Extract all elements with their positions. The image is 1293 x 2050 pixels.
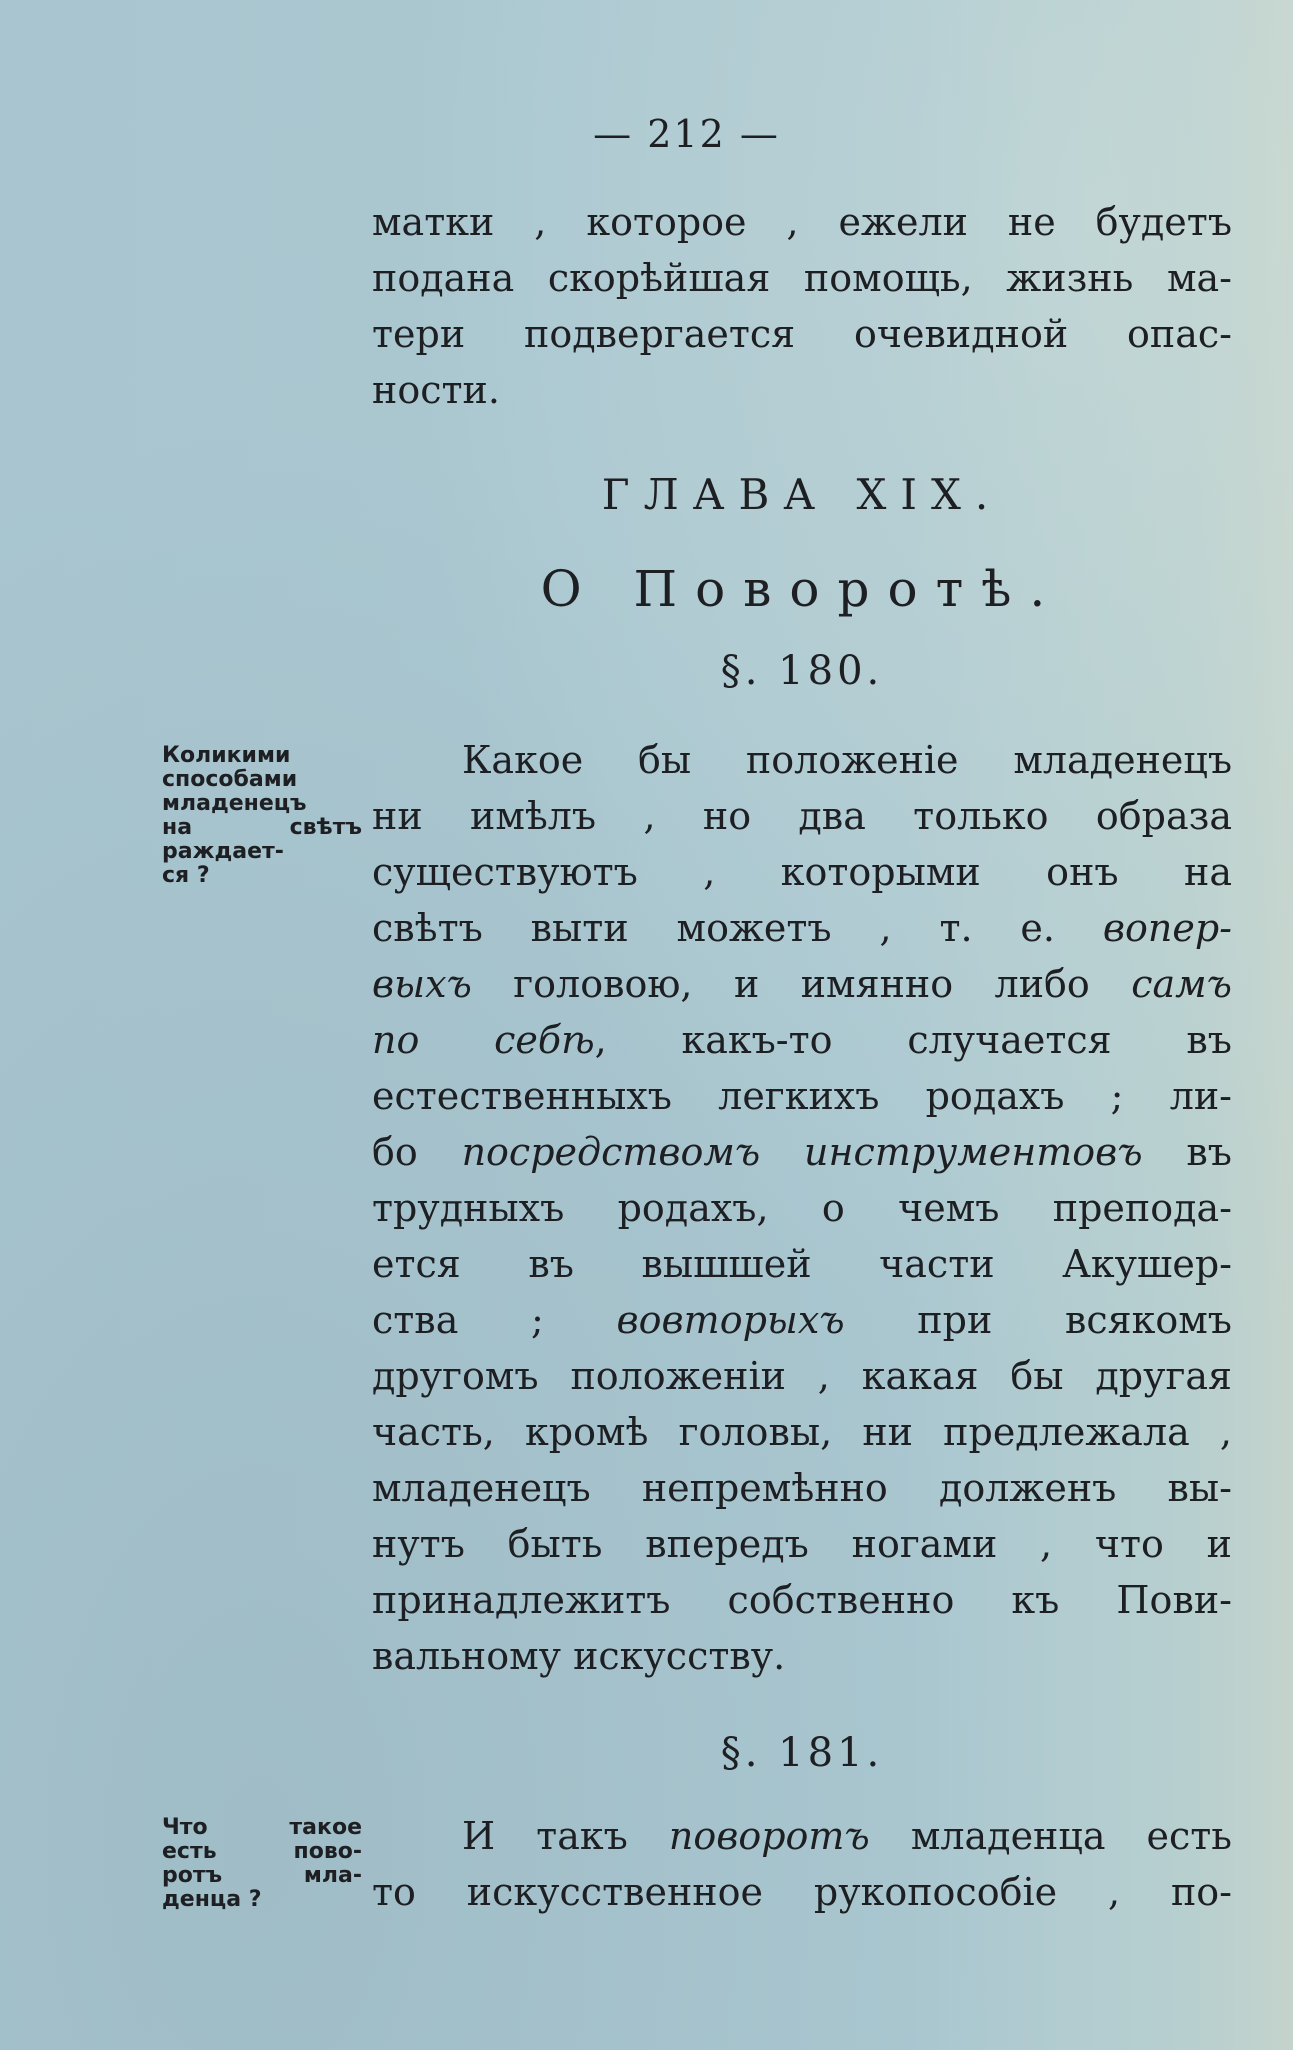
page-number: — 212 —: [593, 112, 780, 156]
text-line: [372, 1068, 1232, 1124]
margin-note-line: способами: [162, 767, 298, 792]
text-line: ности.: [372, 368, 500, 412]
text-line: [372, 1292, 1232, 1348]
text-line: [372, 956, 1232, 1012]
text-line: тери подвергается очевидной опас-: [372, 312, 1232, 356]
text-run: нутъ быть впередъ ногами , что и: [372, 1522, 1232, 1566]
chapter-title: О Поворотѣ.: [540, 560, 1064, 618]
text-run: часть, кромѣ головы, ни предлежала ,: [372, 1410, 1232, 1454]
margin-note-line: раждает-: [162, 839, 284, 864]
text-line: [372, 1236, 1232, 1292]
text-run: , какъ-то случается въ: [594, 1018, 1232, 1062]
text-run: то искусственное рукопособіе , по-: [372, 1870, 1232, 1914]
text-line: подана скорѣйшая помощь, жизнь ма-: [372, 256, 1232, 300]
margin-note-line: ротъ мла-: [162, 1863, 362, 1888]
text-line: [372, 1808, 1232, 1864]
text-line: [372, 1124, 1232, 1180]
margin-note-line: ся ?: [162, 863, 210, 888]
text-run: вальному искусству.: [372, 1634, 786, 1678]
text-line: матки , которое , ежели не будетъ: [372, 200, 1232, 244]
text-run: Какое бы положеніе младенецъ: [462, 738, 1232, 782]
text-line: [372, 1348, 1232, 1404]
text-run: ства ;: [372, 1298, 617, 1342]
margin-note-181: [162, 1816, 362, 1912]
italic-term: самъ: [1131, 962, 1232, 1006]
text-line: [372, 1012, 1232, 1068]
text-line: [372, 1460, 1232, 1516]
text-run: принадлежитъ собственно къ Пови-: [372, 1578, 1232, 1622]
text-run: головою, и имянно либо: [471, 962, 1132, 1006]
margin-note-line: Что такое: [162, 1815, 362, 1840]
text-line: [372, 1628, 1232, 1684]
text-run: И такъ: [462, 1814, 669, 1858]
italic-term: вовторыхъ: [616, 1298, 845, 1342]
text-line: [372, 900, 1232, 956]
text-line: [372, 1516, 1232, 1572]
section-mark-180: §. 180.: [720, 648, 884, 694]
opening-paragraph: [372, 194, 1232, 418]
italic-term: вопер-: [1102, 906, 1232, 950]
text-line: [372, 1864, 1232, 1920]
text-run: младенецъ непремѣнно долженъ вы-: [372, 1466, 1232, 1510]
margin-note-line: младенецъ: [162, 791, 307, 816]
margin-note-line: на свѣтъ: [162, 815, 362, 840]
text-line: [372, 844, 1232, 900]
text-run: младенца есть: [869, 1814, 1232, 1858]
section-180-paragraph: [372, 732, 1232, 1684]
text-line: [372, 732, 1232, 788]
margin-note-line: Коликими: [162, 743, 291, 768]
section-mark-181: §. 181.: [720, 1730, 884, 1776]
text-run: существуютъ , которыми онъ на: [372, 850, 1232, 894]
text-line: [372, 1572, 1232, 1628]
text-run: свѣтъ выти можетъ , т. е.: [372, 906, 1103, 950]
text-line: [372, 788, 1232, 844]
text-line: [372, 1180, 1232, 1236]
italic-term: по себѣ: [372, 1018, 595, 1062]
text-run: въ: [1142, 1130, 1232, 1174]
italic-term: посредствомъ инструментовъ: [461, 1130, 1143, 1174]
text-line: [372, 1404, 1232, 1460]
margin-note-180: [162, 744, 362, 888]
text-run: бо: [372, 1130, 462, 1174]
italic-term: поворотъ: [668, 1814, 870, 1858]
text-run: другомъ положеніи , какая бы другая: [372, 1354, 1232, 1398]
text-run: при всякомъ: [844, 1298, 1232, 1342]
section-181-paragraph: [372, 1808, 1232, 1920]
margin-note-line: есть пово-: [162, 1839, 362, 1864]
margin-note-line: денца ?: [162, 1887, 262, 1912]
text-run: естественныхъ легкихъ родахъ ; ли-: [372, 1074, 1232, 1118]
text-run: ется въ вышшей части Акушер-: [372, 1242, 1232, 1286]
text-run: ни имѣлъ , но два только образа: [372, 794, 1232, 838]
text-run: трудныхъ родахъ, о чемъ препода-: [372, 1186, 1232, 1230]
italic-term: выхъ: [372, 962, 472, 1006]
chapter-heading: ГЛАВА XIX.: [601, 470, 1003, 519]
